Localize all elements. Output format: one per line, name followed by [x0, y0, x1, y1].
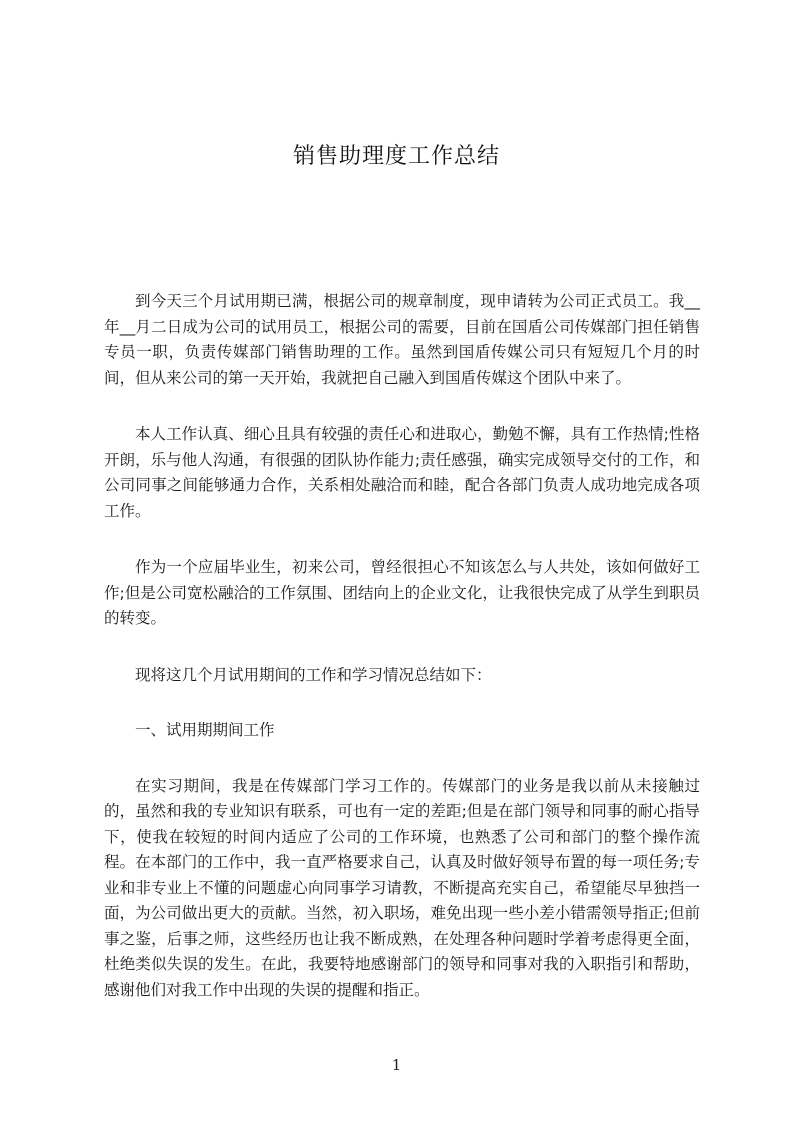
document-title: 销售助理度工作总结	[292, 144, 500, 169]
paragraph-internship-work: 在实习期间，我是在传媒部门学习工作的。传媒部门的业务是我以前从未接触过的，虽然和我的专业知识有联系，可也有一定的差距;但是在部门领导和同事的耐心指导下，使我在较短的时间内适应了公司的工作环境，也熟悉了公司和部门的整个操作流程。在本部门的工作中，我一直严格要求自己，认真及时做好领导布置的每一项任务;专业和非专业上不懂的问题虚心向同事学习请教，不断提高充实自己，希望能尽早独挡一面，为公司做出更大的贡献。当然，初入职场，难免出现一些小差小错需领导指正;但前事之鉴，后事之师，这些经历也让我不断成熟，在处理各种问题时学着考虑得更全面，杜绝类似失误的发生。在此，我要特地感谢部门的领导和同事对我的入职指引和帮助，感谢他们对我工作中出现的失误的提醒和指正。	[104, 776, 700, 999]
section-heading-probation-work: 一、试用期期间工作	[135, 721, 275, 739]
paragraph-adaptation: 作为一个应届毕业生，初来公司，曾经很担心不知该怎么与人共处，该如何做好工作;但是公司宽松融洽的工作氛围、团结向上的企业文化，让我很快完成了从学生到职员的转变。	[104, 558, 700, 627]
paragraph-summary-intro: 现将这几个月试用期间的工作和学习情况总结如下：	[135, 665, 492, 684]
page-number: 1	[391, 1056, 402, 1074]
paragraph-self-assessment: 本人工作认真、细心且具有较强的责任心和进取心，勤勉不懈，具有工作热情;性格开朗，乐与他人沟通，有很强的团队协作能力;责任感强，确实完成领导交付的工作，和公司同事之间能够通力合作，关系相处融洽而和睦，配合各部门负责人成功地完成各项工作。	[104, 425, 700, 520]
document-body	[104, 289, 700, 1034]
paragraph-probation-intro: 到今天三个月试用期已满，根据公司的规章制度，现申请转为公司正式员工。我__年__月二日成为公司的试用员工，根据公司的需要，目前在国盾公司传媒部门担任销售专员一职，负责传媒部门销售助理的工作。虽然到国盾传媒公司只有短短几个月的时间，但从来公司的第一天开始，我就把自己融入到国盾传媒这个团队中来了。	[104, 292, 700, 387]
